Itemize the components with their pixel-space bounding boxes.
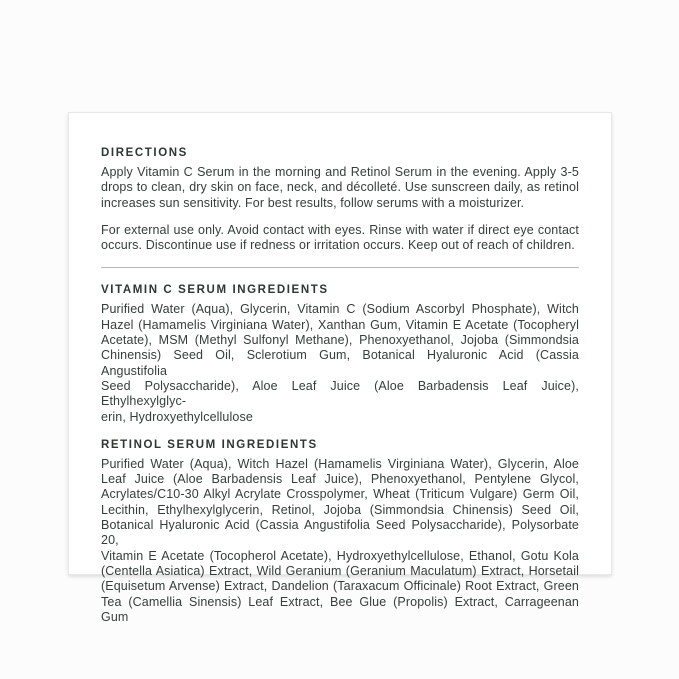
text-line: Leaf Juice (Aloe Barbadensis Leaf Juice), Phenoxyethanol, Pentylene Glycol, — [101, 472, 579, 487]
text-line: Apply Vitamin C Serum in the morning and Retinol Serum in the evening. Apply 3-5 — [101, 165, 579, 179]
text-line: increases sun sensitivity. For best results, follow serums with a moisturizer. — [101, 195, 525, 210]
directions-section — [101, 147, 579, 253]
retinol-ingredients-heading: RETINOL SERUM INGREDIENTS — [101, 438, 318, 451]
directions-usage-paragraph — [101, 165, 579, 211]
text-line: erin, Hydroxyethylcellulose — [101, 409, 253, 424]
text-line: Seed Polysaccharide), Aloe Leaf Juice (Aloe Barbadensis Leaf Juice), Ethylhexylglyc- — [101, 378, 579, 409]
text-line: occurs. Discontinue use if redness or irritation occurs. Keep out of reach of children. — [101, 238, 575, 253]
text-line: Lecithin, Ethylhexylglycerin, Retinol, Jojoba (Simmondsia Chinensis) Seed Oil, — [101, 502, 579, 517]
vitamin-c-ingredients-section — [101, 284, 579, 424]
text-line: (Equisetum Arvense) Extract, Dandelion (Taraxacum Officinale) Root Extract, Green — [101, 579, 579, 594]
retinol-ingredients-list — [101, 457, 579, 625]
text-line: Purified Water (Aqua), Glycerin, Vitamin C (Sodium Ascorbyl Phosphate), Witch — [101, 302, 579, 317]
text-line: Acetate), MSM (Methyl Sulfonyl Methane), Phenoxyethanol, Jojoba (Simmondsia — [101, 333, 579, 348]
retinol-ingredients-section — [101, 439, 579, 625]
vitamin-c-ingredients-heading: VITAMIN C SERUM INGREDIENTS — [101, 284, 329, 297]
product-label-card — [68, 112, 612, 624]
text-line: Hazel (Hamamelis Virginiana Water), Xanthan Gum, Vitamin E Acetate (Tocopheryl — [101, 317, 579, 332]
text-line: Tea (Camellia Sinensis) Leaf Extract, Bee Glue (Propolis) Extract, Carrageenan Gum — [101, 594, 579, 624]
text-line: Purified Water (Aqua), Witch Hazel (Hamamelis Virginiana Water), Glycerin, Aloe — [101, 456, 579, 471]
text-line: For external use only. Avoid contact with eyes. Rinse with water if direct eye contact — [101, 222, 579, 237]
text-line: Chinensis) Seed Oil, Sclerotium Gum, Botanical Hyaluronic Acid (Cassia Angustifolia — [101, 348, 579, 378]
text-line: (Centella Asiatica) Extract, Wild Geranium (Geranium Maculatum) Extract, Horsetail — [101, 563, 579, 578]
text-line: Vitamin E Acetate (Tocopherol Acetate), Hydroxyethylcellulose, Ethanol, Gotu Kola — [101, 548, 579, 563]
vitamin-c-ingredients-list — [101, 302, 579, 424]
text-line: drops to clean, dry skin on face, neck, and décolleté. Use sunscreen daily, as retinol — [101, 180, 579, 195]
directions-heading: DIRECTIONS — [101, 147, 188, 159]
text-line: Acrylates/C10-30 Alkyl Acrylate Crosspolymer, Wheat (Triticum Vulgare) Germ Oil, — [101, 487, 579, 502]
text-line: Botanical Hyaluronic Acid (Cassia Angustifolia Seed Polysaccharide), Polysorbate 20, — [101, 518, 579, 548]
section-divider — [101, 267, 579, 268]
directions-warning-paragraph — [101, 223, 579, 254]
